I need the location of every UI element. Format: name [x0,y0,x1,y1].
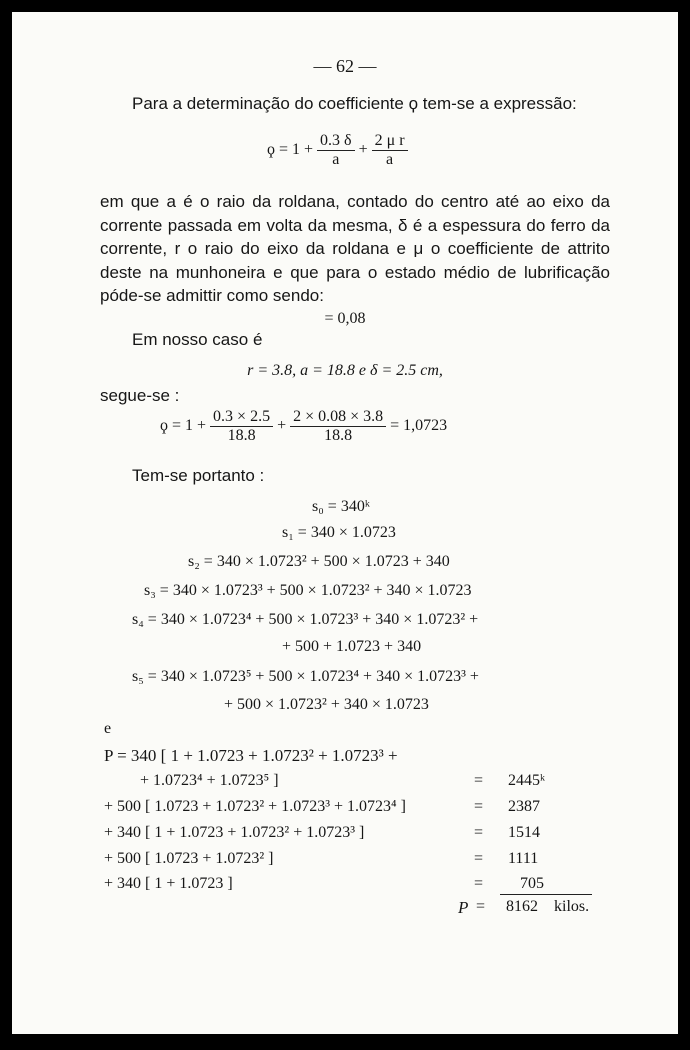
formula-1-plus: + [358,141,368,159]
formula-1-frac2-numerator: 2 μ r [372,132,408,151]
formula-2 [160,408,447,445]
p-row-4-value: 1514 [508,824,540,841]
p-row-5-value: 1111 [508,850,539,867]
formula-1-fraction-1 [317,132,355,169]
formula-2-lhs: ϙ = 1 + [160,417,207,435]
formula-2-fraction-1 [210,408,273,445]
follows-line: segue-se : [100,386,180,405]
p-row-3-expr: + 500 [ 1.0723 + 1.0723² + 1.0723³ + 1.0723⁴ ] [104,798,406,815]
therefore-line: Tem-se portanto : [132,466,265,485]
p-row-2-expr: + 1.0723⁴ + 1.0723⁵ ] [140,772,279,789]
formula-1-fraction-2 [372,132,408,169]
total-value: 8162 [506,898,538,915]
p-row-6-eq: = [474,875,484,892]
formula-2-plus: + [277,417,287,435]
formula-1-frac1-numerator: 0.3 δ [317,132,355,151]
p-row-4-expr: + 340 [ 1 + 1.0723 + 1.0723² + 1.0723³ ] [104,824,365,841]
total-eq: = [476,898,486,915]
s2-equation: s₂ = 340 × 1.0723² + 500 × 1.0723 + 340 [188,553,450,570]
p-row-2-eq: = [474,772,484,789]
p-row-5-eq: = [474,850,484,867]
p-row-3-eq: = [474,798,484,815]
formula-1-frac1-denominator: a [332,151,340,168]
formula-1 [267,132,408,169]
s3-equation: s₃ = 340 × 1.0723³ + 500 × 1.0723² + 340 × 1.0723 [144,582,472,599]
total-label: P [458,898,469,917]
intro-line: Para a determinação do coefficiente ϙ tem-se a expressão: [132,94,577,113]
formula-1-lhs: ϙ = 1 + [267,141,314,159]
document-page [12,12,678,1034]
p-row-2-value: 2445ᵏ [508,772,546,789]
s5-continuation: + 500 × 1.0723² + 340 × 1.0723 [224,696,429,713]
formula-1-frac2-denominator: a [386,151,394,168]
p-row-3-value: 2387 [508,798,540,815]
s5-equation: s₅ = 340 × 1.0723⁵ + 500 × 1.0723⁴ + 340 × 1.0723³ + [132,668,479,685]
mu-value: = 0,08 [324,310,366,327]
formula-2-fraction-2 [290,408,386,445]
p-row-6-expr: + 340 [ 1 + 1.0723 ] [104,875,233,892]
p-row-4-eq: = [474,824,484,841]
explanation-paragraph: em que a é o raio da roldana, contado do centro até ao eixo da corrente passada em volta da mesma, δ é a espessura do ferro da corrente, r o raio do eixo da roldana e μ o coefficiente de attrito deste na munhoneira e que para o estado médio de lubrificação póde-se admittir como sendo: [100,192,610,305]
values-line: r = 3.8, a = 18.8 e δ = 2.5 cm, [247,362,443,379]
s0-equation: s₀ = 340ᵏ [312,498,370,515]
p-row-6-value: 705 [520,875,544,892]
and-word: e [104,720,112,737]
s1-equation: s₁ = 340 × 1.0723 [282,524,396,541]
formula-2-frac2-denominator: 18.8 [324,427,353,444]
formula-2-result: = 1,0723 [390,417,448,435]
p-row-1-expr: P = 340 [ 1 + 1.0723 + 1.0723² + 1.0723³ + [104,746,398,765]
page-number: — 62 — [313,56,377,76]
formula-2-frac1-numerator: 0.3 × 2.5 [210,408,273,427]
p-row-5-expr: + 500 [ 1.0723 + 1.0723² ] [104,850,274,867]
s4-equation: s₄ = 340 × 1.0723⁴ + 500 × 1.0723³ + 340 × 1.0723² + [132,611,479,628]
sum-rule [500,894,592,895]
s4-continuation: + 500 + 1.0723 + 340 [282,638,422,655]
formula-2-frac1-denominator: 18.8 [227,427,256,444]
total-unit: kilos. [554,898,590,915]
case-line: Em nosso caso é [132,330,263,349]
formula-2-frac2-numerator: 2 × 0.08 × 3.8 [290,408,386,427]
